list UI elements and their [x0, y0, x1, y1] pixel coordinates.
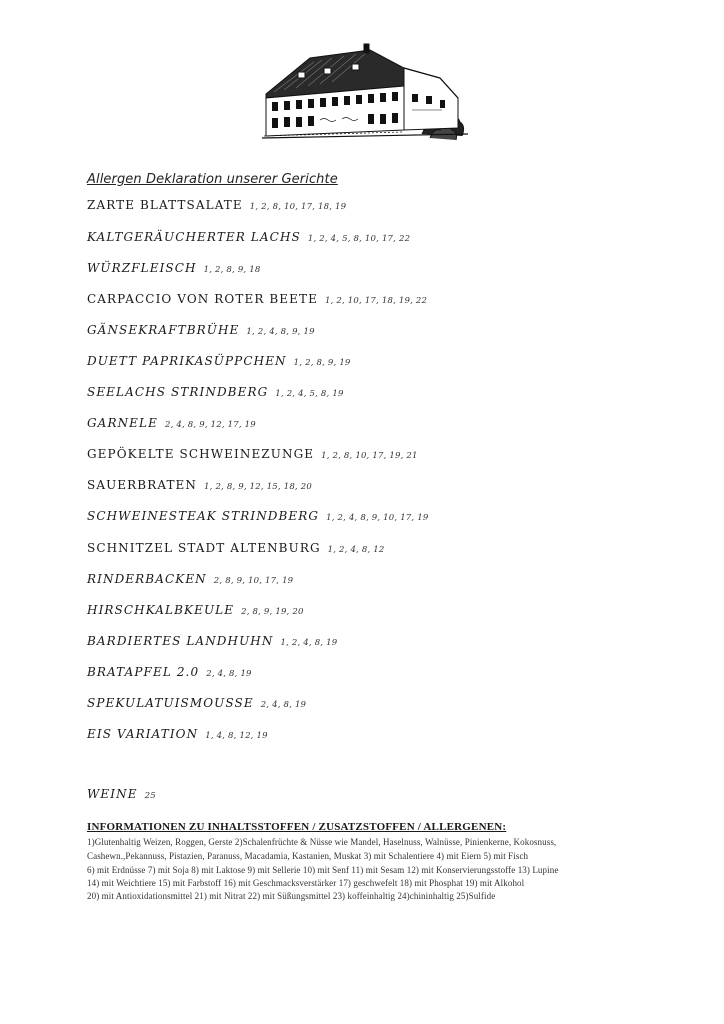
allergen-codes: 2, 8, 9, 19, 20 — [241, 607, 304, 617]
allergen-codes: 1, 2, 4, 5, 8, 10, 17, 22 — [307, 234, 411, 244]
dish-row — [87, 505, 428, 524]
allergen-codes: 2, 4, 8, 19 — [260, 700, 307, 710]
dish-row — [87, 350, 351, 369]
allergen-codes: 2, 4, 8, 19 — [206, 669, 252, 679]
allergen-codes: 1, 2, 4, 8, 9, 10, 17, 19 — [326, 513, 429, 523]
allergen-codes: 2, 4, 8, 9, 12, 17, 19 — [164, 420, 256, 430]
dish-row — [87, 599, 304, 618]
dish-name: WEINE — [87, 787, 138, 801]
allergen-codes: 2, 8, 9, 10, 17, 19 — [213, 576, 294, 586]
dish-row — [87, 319, 315, 338]
allergen-codes: 1, 2, 8, 10, 17, 19, 21 — [321, 451, 418, 461]
allergen-declaration-heading: Allergen Deklaration unserer Gerichte — [87, 172, 338, 187]
dish-row — [87, 692, 306, 711]
allergen-legend-line: 14) mit Weichtiere 15) mit Farbstoff 16) mit Geschmacksverstärker 17) geschwefelt 18) mit Phosphat 19) mit Alkohol — [87, 878, 525, 888]
allergen-codes: 1, 2, 4, 8, 12 — [327, 545, 385, 555]
dish-name: BARDIERTES LANDHUHN — [87, 634, 274, 648]
dish-row — [87, 412, 256, 431]
dish-row — [87, 381, 344, 400]
dish-row — [87, 723, 268, 742]
allergen-legend-line: Cashewn.,Pekannuss, Pistazien, Paranuss, Macadamia, Kastanien, Muskat 3) mit Schalentiere 4) mit Eiern 5) mit Fisch — [87, 851, 529, 861]
allergen-codes: 1, 2, 4, 8, 9, 19 — [246, 327, 315, 337]
dish-name: KALTGERÄUCHERTER LACHS — [87, 230, 301, 244]
info-title: INFORMATIONEN ZU INHALTSSTOFFEN / ZUSATZSTOFFEN / ALLERGENEN: — [87, 821, 507, 833]
dish-name: WÜRZFLEISCH — [87, 261, 197, 275]
dish-row — [87, 226, 410, 245]
dish-row — [87, 630, 337, 649]
allergen-codes: 1, 2, 8, 9, 19 — [293, 358, 351, 368]
allergen-codes: 1, 2, 4, 8, 19 — [280, 638, 338, 648]
dish-name: GÄNSEKRAFTBRÜHE — [87, 323, 240, 337]
dish-row — [87, 194, 346, 213]
dish-row — [87, 568, 293, 587]
allergen-codes: 1, 2, 10, 17, 18, 19, 22 — [324, 296, 428, 306]
dish-name: HIRSCHKALBKEULE — [87, 603, 235, 617]
dish-row — [87, 474, 312, 493]
restaurant-building-logo — [262, 38, 468, 146]
dish-name: GARNELE — [87, 416, 158, 430]
dish-row — [87, 443, 418, 462]
allergen-codes: 1, 2, 4, 5, 8, 19 — [275, 389, 344, 399]
dish-name: SEELACHS STRINDBERG — [87, 385, 269, 399]
allergen-legend-line: 20) mit Antioxidationsmittel 21) mit Nitrat 22) mit Süßungsmittel 23) koffeinhaltig 24)chininhaltig 25)Sulfide — [87, 891, 496, 901]
allergen-codes: 25 — [144, 791, 156, 801]
dish-row — [87, 288, 427, 307]
dish-name: SPEKULATUISMOUSSE — [87, 696, 254, 710]
dish-row — [87, 783, 156, 802]
allergen-codes: 1, 2, 8, 9, 12, 15, 18, 20 — [204, 482, 312, 492]
dish-name: EIS VARIATION — [87, 727, 199, 741]
dish-name: DUETT PAPRIKASÜPPCHEN — [87, 354, 287, 368]
allergen-codes: 1, 2, 8, 10, 17, 18, 19 — [249, 202, 347, 212]
dish-row — [87, 537, 385, 556]
dish-name: BRATAPFEL 2.0 — [87, 665, 200, 679]
allergen-codes: 1, 2, 8, 9, 18 — [203, 265, 261, 275]
dish-name: GEPÖKELTE SCHWEINEZUNGE — [87, 447, 315, 461]
dish-row — [87, 661, 252, 680]
dish-name: ZARTE BLATTSALATE — [87, 198, 243, 212]
dish-name: RINDERBACKEN — [87, 572, 207, 586]
dish-name: CARPACCIO VON ROTER BEETE — [87, 292, 318, 306]
dish-row — [87, 257, 260, 276]
allergen-legend-line: 6) mit Erdnüsse 7) mit Soja 8) mit Laktose 9) mit Sellerie 10) mit Senf 11) mit Sesam 12) mit Konservierungsstoffe 13) Lupine — [87, 865, 559, 875]
allergen-codes: 1, 4, 8, 12, 19 — [205, 731, 268, 741]
dish-name: SCHWEINESTEAK STRINDBERG — [87, 509, 320, 523]
allergen-legend-line: 1)Glutenhaltig Weizen, Roggen, Gerste 2)Schalenfrüchte & Nüsse wie Mandel, Haselnuss, Walnüsse, Pinienkerne, Kokosnuss, — [87, 837, 557, 847]
dish-name: SAUERBRATEN — [87, 478, 198, 492]
dish-name: SCHNITZEL STADT ALTENBURG — [87, 541, 321, 555]
